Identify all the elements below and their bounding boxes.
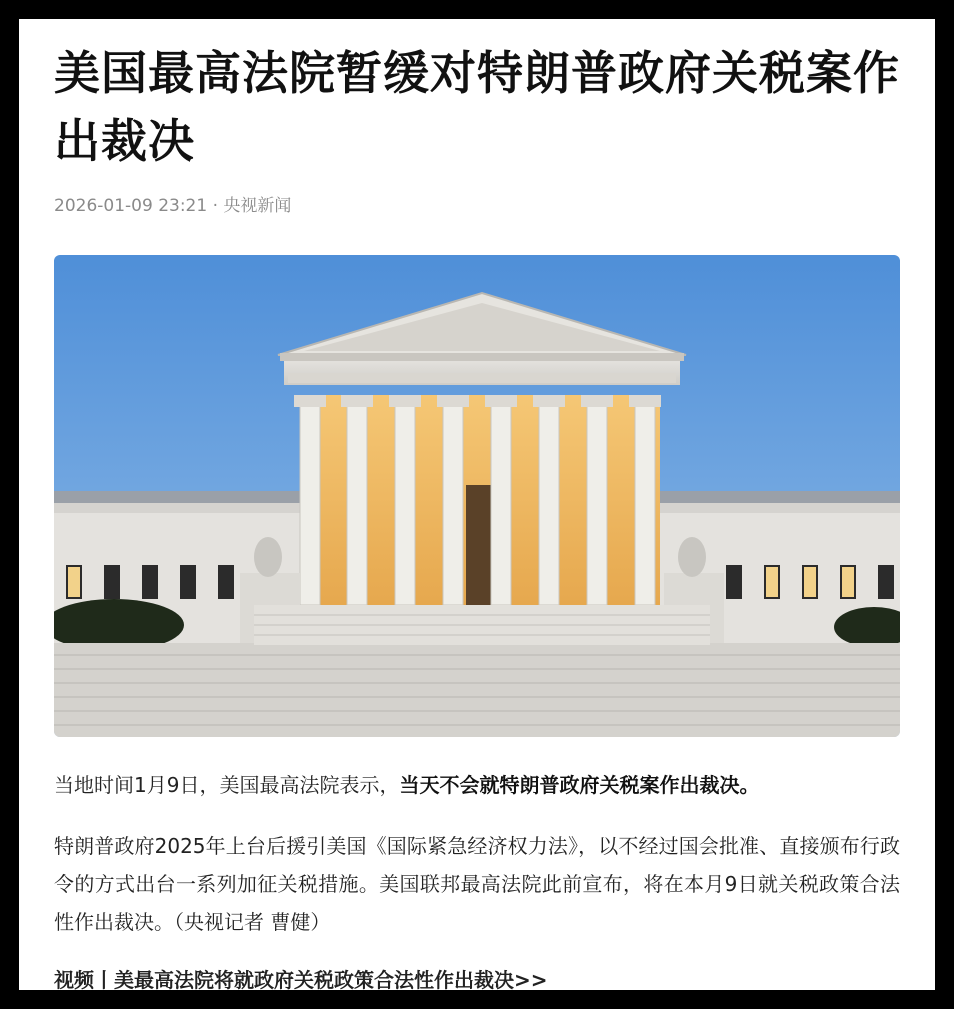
article-meta: 2026-01-09 23:21 · 央视新闻: [54, 196, 292, 216]
article-lead: [54, 767, 900, 803]
article-title: 美国最高法院暂缓对特朗普政府关税案作出裁决: [54, 46, 900, 168]
lead-text: 当地时间1月9日，美国最高法院表示，: [54, 773, 400, 797]
article-body: 特朗普政府2025年上台后援引美国《国际紧急经济权力法》，以不经过国会批准、直接颁布行政令的方式出台一系列加征关税措施。美国联邦最高法院此前宣布，将在本月9日就关税政策合法性作出裁决。（央视记者 曹健）: [54, 834, 900, 934]
article-hero-image: [54, 255, 900, 737]
related-video-link[interactable]: 视频丨美最高法院将就政府关税政策合法性作出裁决>>: [54, 968, 548, 990]
article-page: [19, 19, 935, 990]
lead-highlight: 当天不会就特朗普政府关税案作出裁决。: [399, 773, 760, 797]
